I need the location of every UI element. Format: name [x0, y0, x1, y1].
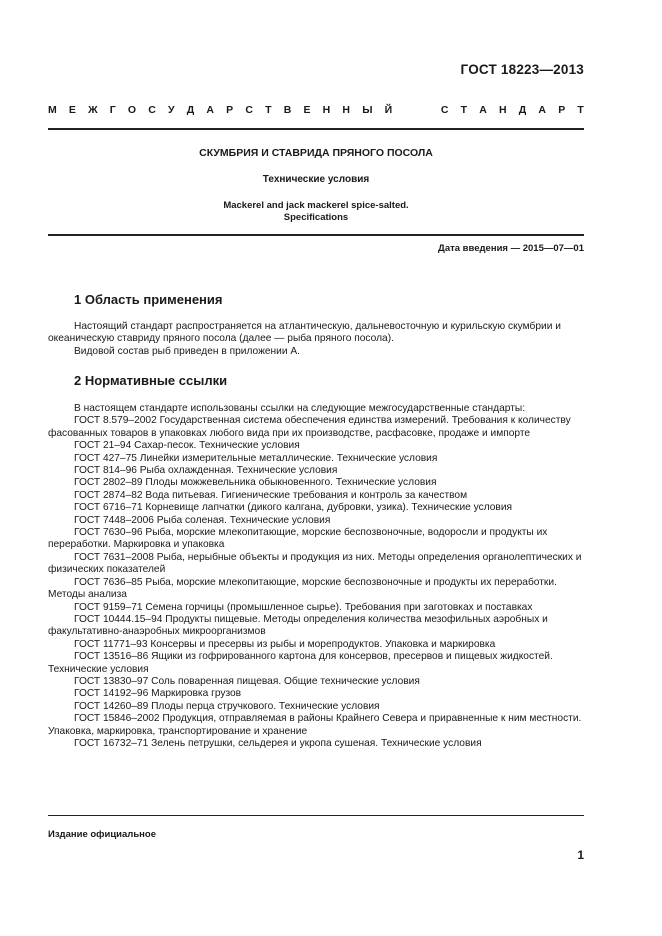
reference-item: ГОСТ 427–75 Линейки измерительные металлические. Технические условия: [74, 452, 438, 464]
reference-item: ГОСТ 2874–82 Вода питьевая. Гигиенические требования и контроль за качеством: [74, 489, 468, 501]
reference-item: ГОСТ 9159–71 Семена горчицы (промышленное сырье). Требования при заготовках и поставках: [74, 601, 533, 613]
reference-item: ГОСТ 21–94 Сахар-песок. Технические условия: [74, 440, 300, 452]
official-edition-label: Издание официальное: [48, 829, 156, 840]
section-2-intro: В настоящем стандарте использованы ссылки на следующие межгосударственные стандарты:: [74, 403, 526, 414]
english-title: [48, 200, 584, 223]
reference-item: ГОСТ 13830–97 Соль поваренная пищевая. Общие технические условия: [74, 675, 420, 687]
reference-item: ГОСТ 6716–71 Корневище лапчатки (дикого калгана, дубровки, узика). Технические условия: [74, 502, 513, 514]
reference-item: ГОСТ 2802–89 Плоды можжевельника обыкновенного. Технические условия: [74, 477, 437, 489]
reference-item: ГОСТ 11771–93 Консервы и пресервы из рыбы и морепродуктов. Упаковка и маркировка: [74, 638, 496, 650]
section-1-heading: 1 Область применения: [74, 292, 223, 307]
reference-item: ГОСТ 14192–96 Маркировка грузов: [74, 688, 242, 700]
reference-item: ГОСТ 814–96 Рыба охлажденная. Технические условия: [74, 465, 338, 477]
section-1-paragraph: Настоящий стандарт распространяется на атлантическую, дальневосточную и курильскую скумбрии и океаническую ставриду пряного посола (далее — рыба пряного посола).: [48, 321, 561, 345]
page-number: 1: [577, 848, 584, 862]
reference-item: ГОСТ 10444.15–94 Продукты пищевые. Методы определения количества мезофильных аэробных и факультативно-анаэробных микроорганизмов: [48, 613, 548, 638]
section-2-body: [48, 403, 584, 750]
english-title-line1: Mackerel and jack mackerel spice-salted.: [223, 200, 409, 211]
introduction-date: Дата введения — 2015—07—01: [438, 243, 584, 254]
reference-item: ГОСТ 7630–96 Рыба, морские млекопитающие, морские беспозвоночные, водоросли и продукты их переработки. Маркировка и упаковка: [48, 527, 548, 551]
reference-item: ГОСТ 14260–89 Плоды перца стручкового. Технические условия: [74, 700, 380, 712]
reference-item: ГОСТ 7631–2008 Рыба, нерыбные объекты и продукция из них. Методы определения органолептических и физических показателей: [48, 551, 582, 576]
reference-item: ГОСТ 16732–71 Зелень петрушки, сельдерея и укропа сушеная. Технические условия: [74, 737, 482, 749]
section-1-body: [48, 321, 584, 358]
reference-item: ГОСТ 15846–2002 Продукция, отправляемая в районы Крайнего Севера и приравненные к ним местности. Упаковка, маркировка, транспортирование и хранение: [48, 713, 582, 737]
gost-number: ГОСТ 18223—2013: [460, 62, 584, 77]
title-divider: [48, 234, 584, 236]
reference-item: ГОСТ 13516–86 Ящики из гофрированного картона для консервов, пресервов и пищевых жидкостей. Технические условия: [48, 651, 553, 675]
reference-item: ГОСТ 7636–85 Рыба, морские млекопитающие, морские беспозвоночные и продукты их переработки. Методы анализа: [48, 576, 557, 601]
document-subtitle: Технические условия: [262, 174, 370, 185]
section-1-paragraph: Видовой состав рыб приведен в приложении А.: [74, 345, 301, 357]
reference-item: ГОСТ 8.579–2002 Государственная система обеспечения единства измерений. Требования к количеству фасованных товаров в упаковках любого вида при их производстве, расфасовке, продаже и импорте: [48, 415, 571, 439]
english-title-line2: Specifications: [283, 211, 349, 223]
section-2-heading: 2 Нормативные ссылки: [74, 373, 228, 388]
footer-divider: [48, 815, 584, 816]
interstate-standard-banner: М Е Ж Г О С У Д А Р С Т В Е Н Н Ы Й С Т А Н Д А Р Т: [48, 104, 584, 116]
reference-item: ГОСТ 7448–2006 Рыба соленая. Технические условия: [74, 514, 331, 526]
document-title: СКУМБРИЯ И СТАВРИДА ПРЯНОГО ПОСОЛА: [199, 147, 433, 159]
header-divider: [48, 128, 584, 130]
